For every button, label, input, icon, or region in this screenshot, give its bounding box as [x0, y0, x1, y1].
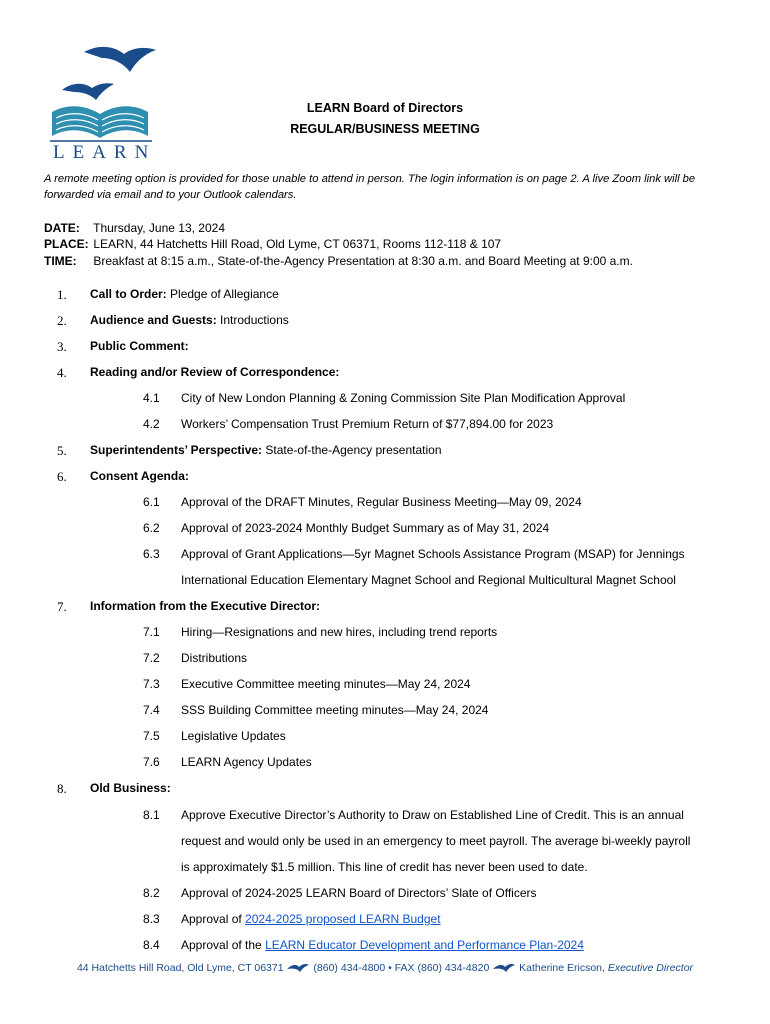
subitem-text: International Education Elementary Magnet School and Regional Multicultural Magnet School — [181, 573, 676, 587]
subitem-number: 7.2 — [143, 651, 160, 665]
bird-icon — [286, 963, 310, 973]
meeting-date — [44, 221, 225, 235]
subitem-number: 8.3 — [143, 912, 160, 926]
page-subtitle: REGULAR/BUSINESS MEETING — [290, 122, 480, 136]
subitem-number: 6.3 — [143, 547, 160, 561]
time-value: Breakfast at 8:15 a.m., State-of-the-Agency Presentation at 8:30 a.m. and Board Meeting at 9:00 a.m. — [93, 254, 633, 268]
subitem-number: 7.6 — [143, 755, 160, 769]
subitem-text: is approximately $1.5 million. This line of credit has never been used to date. — [181, 860, 588, 874]
place-value: LEARN, 44 Hatchetts Hill Road, Old Lyme, CT 06371, Rooms 112-118 & 107 — [93, 237, 502, 251]
subitem-number: 4.2 — [143, 417, 160, 431]
date-value: Thursday, June 13, 2024 — [93, 221, 225, 235]
subitem-text: SSS Building Committee meeting minutes—May 24, 2024 — [181, 703, 489, 717]
subitem-text: Approve Executive Director’s Authority to Draw on Established Line of Credit. This is an annual — [181, 808, 684, 822]
bird-icon — [492, 963, 516, 973]
subitem-number: 6.2 — [143, 521, 160, 535]
footer-address: 44 Hatchetts Hill Road, Old Lyme, CT 06371 — [76, 962, 284, 974]
subitem-number: 8.4 — [143, 938, 160, 952]
item-number: 7. — [57, 599, 67, 614]
subitem-number: 7.4 — [143, 703, 160, 717]
subitem-text: Executive Committee meeting minutes—May 24, 2024 — [181, 677, 471, 691]
item-text: Audience and Guests: Introductions — [90, 313, 289, 327]
subitem-text: LEARN Agency Updates — [181, 755, 312, 769]
subitem-number: 8.1 — [143, 808, 160, 822]
subitem-text: Approval of 2023-2024 Monthly Budget Summary as of May 31, 2024 — [181, 521, 550, 535]
item-number: 3. — [57, 339, 67, 354]
subitem-number: 7.1 — [143, 625, 160, 639]
subitem-text: Approval of the LEARN Educator Development and Performance Plan-2024 — [181, 938, 584, 952]
meeting-place — [44, 237, 501, 251]
subitem-text: Distributions — [181, 651, 248, 665]
item-text: Information from the Executive Director: — [90, 599, 321, 613]
item-text: Superintendents’ Perspective: State-of-the-Agency presentation — [90, 443, 442, 457]
item-number: 1. — [57, 287, 67, 302]
educator-plan-link[interactable]: LEARN Educator Development and Performance Plan-2024 — [265, 938, 584, 952]
subitem-text: Approval of the DRAFT Minutes, Regular Business Meeting—May 09, 2024 — [181, 495, 582, 509]
time-label: TIME: — [44, 254, 77, 268]
subitem-number: 6.1 — [143, 495, 160, 509]
subitem-text: Legislative Updates — [181, 729, 286, 743]
item-text: Old Business: — [90, 781, 171, 795]
place-label: PLACE: — [44, 237, 89, 251]
subitem-text: Approval of Grant Applications—5yr Magnet Schools Assistance Program (MSAP) for Jennings — [181, 547, 685, 561]
item-number: 2. — [57, 313, 67, 328]
item-number: 4. — [57, 365, 67, 380]
item-number: 5. — [57, 443, 67, 458]
notice-line: A remote meeting option is provided for those unable to attend in person. The login information is on page 2. A live Zoom link will be — [44, 173, 696, 185]
subitem-text: Workers’ Compensation Trust Premium Return of $77,894.00 for 2023 — [181, 417, 554, 431]
subitem-text: Hiring—Resignations and new hires, including trend reports — [181, 625, 498, 639]
item-text: Consent Agenda: — [90, 469, 189, 483]
budget-link[interactable]: 2024-2025 proposed LEARN Budget — [245, 912, 441, 926]
footer-person: Katherine Ericson, — [519, 962, 608, 974]
logo-wordmark: LEARN — [53, 142, 157, 163]
notice-line: forwarded via email and to your Outlook calendars. — [44, 189, 297, 201]
subitem-text: City of New London Planning & Zoning Commission Site Plan Modification Approval — [181, 391, 626, 405]
footer-phone-fax: (860) 434-4800 • FAX (860) 434-4820 — [313, 962, 490, 974]
date-label: DATE: — [44, 221, 80, 235]
subitem-number: 4.1 — [143, 391, 160, 405]
subitem-number: 8.2 — [143, 886, 160, 900]
subitem-text: Approval of 2024-2025 proposed LEARN Budget — [181, 912, 441, 926]
subitem-number: 7.5 — [143, 729, 160, 743]
footer-role: Executive Director — [607, 962, 694, 974]
subitem-number: 7.3 — [143, 677, 160, 691]
subitem-text: Approval of 2024-2025 LEARN Board of Directors’ Slate of Officers — [181, 886, 537, 900]
meeting-time — [44, 254, 633, 268]
remote-meeting-notice — [44, 171, 734, 203]
item-number: 6. — [57, 469, 67, 484]
page-footer — [0, 962, 770, 974]
item-number: 8. — [57, 781, 67, 796]
item-text: Reading and/or Review of Correspondence: — [90, 365, 340, 379]
subitem-text: request and would only be used in an emergency to meet payroll. The average bi-weekly payroll — [181, 834, 691, 848]
item-text: Public Comment: — [90, 339, 189, 353]
page-title: LEARN Board of Directors — [306, 101, 464, 115]
item-text: Call to Order: Pledge of Allegiance — [90, 287, 279, 301]
